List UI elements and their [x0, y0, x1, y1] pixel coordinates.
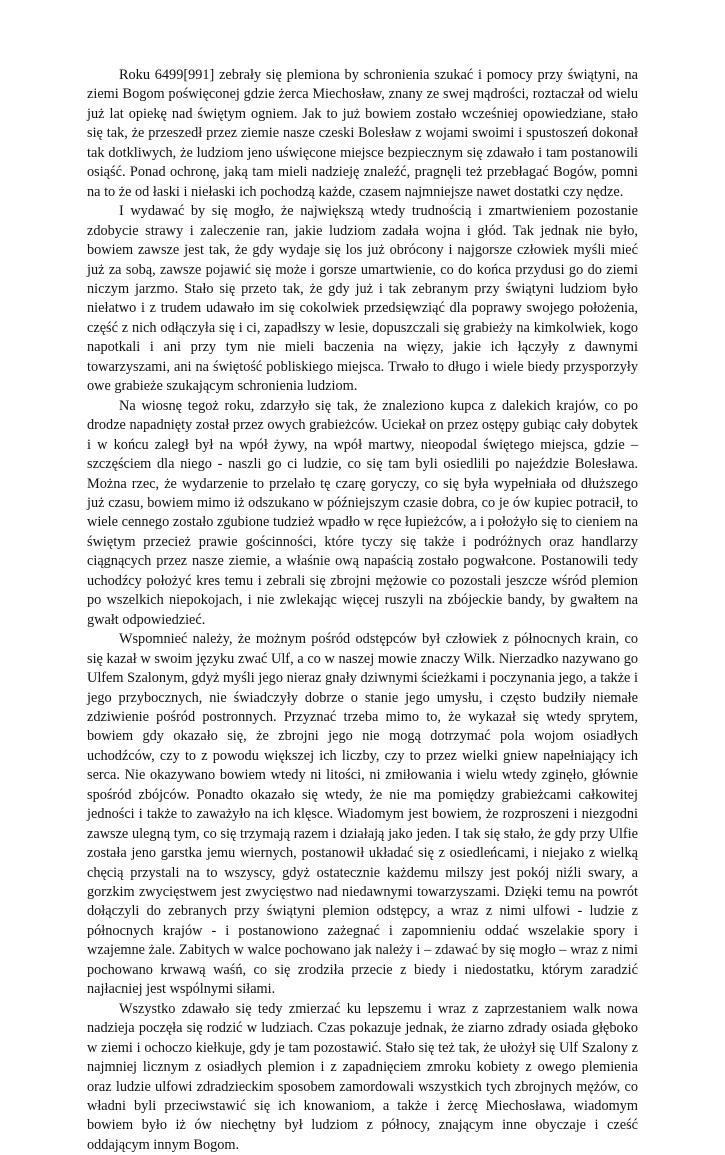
paragraph-4: Wspomnieć należy, że możnym pośród odstępców był człowiek z północnych krain, co się kazał w swoim języku zwać Ulf, a co w naszej mowie znaczy Wilk. Nierzadko nazywano go Ulfem Szalonym, gdyż myśli jego nieraz gnały dziwnymi ścieżkami i poczynania jego, a także i jego przybocznych, nie świadczyły dobrze o stanie jego umysłu, i często budziły niemałe zdziwienie pośród postronnych. Przyznać trzeba mimo to, że wykazał się wtedy sprytem, bowiem gdy okazało się, że zbrojni jego nie mogą dotrzymać pola wojom osiadłych uchodźców, czy to z powodu większej ich liczby, czy to przez wielki gniew napełniający ich serca. Nie okazywano bowiem wtedy ni litości, ni zmiłowania i wielu wtedy zginęło, głównie spośród zbójców. Ponadto okazało się wtedy, że nie ma pomiędzy grabieżcami całkowitej jedności i także to zaważyło na ich klęsce. Wiadomym jest bowiem, że rozproszeni i niezgodni zawsze ulegną tym, co się trzymają razem i działają jako jeden. I tak się stało, że gdy przy Ulfie została jeno garstka jemu wiernych, postanowił układać się z osiedleńcami, i niejako z wielką chęcią przystali na to wszyscy, gdyż ostatecznie każdemu milszy jest pokój niźli swary, a gorzkim zwycięstwem jest zwycięstwo nad niedawnymi towarzyszami. Dzięki temu na powrót dołączyli do zebranych przy świątyni plemion odstępcy, a wraz z nimi ulfowi - ludzie z północnych krajów - i postanowiono zażegnać i zapomnieniu oddać wszelakie spory i wzajemne żale. Zabitych w walce pochowano jak należy i – zdawać by się mogło – wraz z nimi pochowano krwawą waśń, co się zrodziła przecie z biedy i niedostatku, którym zaradzić najłacniej jest wspólnymi siłami.: [87, 631, 638, 998]
paragraph-1: Roku 6499[991] zebrały się plemiona by schronienia szukać i pomocy przy świątyni, na ziemi Bogom poświęconej gdzie żerca Miechosław, znany ze swej mądrości, roztaczał od wielu już lat opiekę nad świętym ogniem. Jak to już bowiem zostało wcześniej opowiedziane, stało się tak, że przeszedł przez ziemie nasze czeski Bolesław z wojami swoimi i spustoszeń dokonał tak dotkliwych, że ludziom jeno uświęcone miejsce bezpiecznym się zdawało i tam postanowili osiąść. Ponad ochronę, jaką tam mieli nadzieję znaleźć, pragnęli też przebłagać Bogów, pomni na to że od łaski i niełaski ich pochodzą każde, czasem najmniejsze nawet dostatki czy nędze.: [87, 67, 638, 200]
document-page: [87, 66, 638, 1155]
paragraph-3: Na wiosnę tegoż roku, zdarzyło się tak, że znaleziono kupca z dalekich krajów, co po drodze napadnięty został przez owych grabieżców. Uciekał on przez ostępy gubiąc cały dobytek i w końcu zaległ był na wpół żywy, na wpół martwy, nieopodal świętego miejsca, gdzie – szczęściem dla niego - naszli go ci ludzie, co się tam byli osiedlili po najeździe Bolesława. Można rzec, że wydarzenie to przelało tę czarę goryczy, co się była wypełniała od dłuższego już czasu, bowiem mimo iż odszukano w późniejszym czasie dobra, co je ów kupiec potracił, to wiele cennego zostało zgubione tudzież wpadło w ręce łupieżców, a i położyło się to cieniem na świętym przecież prawie gościnności, które tyczy się także i podróżnych oraz handlarzy ciągnących przez nasze ziemie, a właśnie ową napaścią zostało pogwałcone. Postanowili tedy uchodźcy położyć kres temu i zebrali się zbrojni mężowie co pozostali jeszcze wśród plemion po wszelkich niepokojach, i nie zwlekając więcej ruszyli na zbójeckie bandy, by gwałtem na gwałt odpowiedzieć.: [87, 397, 638, 628]
paragraph-2: I wydawać by się mogło, że największą wtedy trudnością i zmartwieniem pozostanie zdobycie strawy i zaleczenie ran, jakie ludziom zadała wojna i głód. Tak jednak nie było, bowiem zawsze jest tak, że gdy wydaje się los już obrócony i najgorsze człowiek myśli mieć już za sobą, zawsze pojawić się może i gorsze umartwienie, co do końca przydusi go do ziemi niczym jarzmo. Stało się przeto tak, że gdy już i tak zebranym przy świątyni ludziom było niełatwo i z trudem udawało im się cokolwiek przedsięwziąć dla poprawy swojego położenia, część z nich odłączyła się i ci, zapadłszy w lesie, dopuszczali się grabieży na kimkolwiek, kogo napotkali i ani przy tym nie mieli baczenia na więzy, jakie ich łączyły z dawnymi towarzyszami, ani na świętość pobliskiego miejsca. Trwało to długo i wiele biedy przysporzyły owe grabieże szukającym schronienia ludziom.: [87, 203, 638, 395]
paragraph-5: Wszystko zdawało się tedy zmierzać ku lepszemu i wraz z zaprzestaniem walk nowa nadzieja poczęła się rodzić w ludziach. Czas pokazuje jednak, że ziarno zdrady osiada głęboko w ziemi i ochoczo kiełkuje, gdy je tam pozostawić. Stało się też tak, że ułożył się Ulf Szalony z najmniej licznym z osiadłych plemion i z zapadnięciem zmroku kobiety z owego plemienia oraz ludzie ulfowi zdradzieckim sposobem zamordowali wszystkich tych zbrojnych mężów, co władni byli przeciwstawić się ich knowaniom, a także i żercę Miechosława, wiadomym bowiem było iż ów niechętny był ludziom z północy, znającym inne obyczaje i cześć oddającym innym Bogom.: [87, 1000, 638, 1153]
